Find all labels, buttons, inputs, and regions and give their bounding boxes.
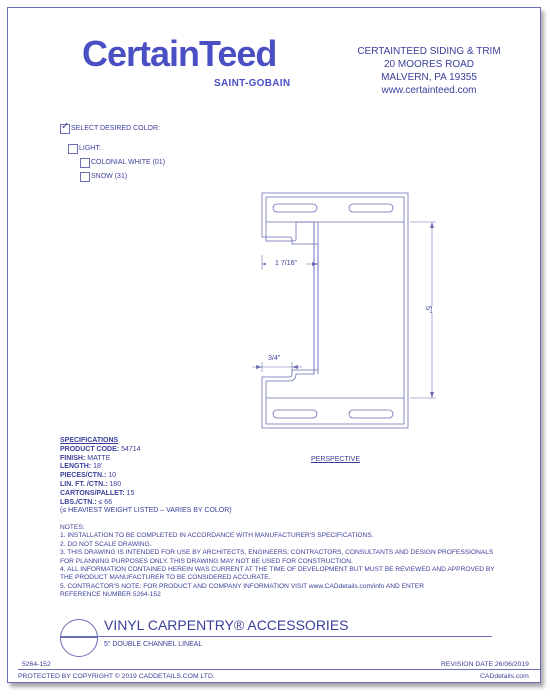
reference-number: 5264-152: [22, 661, 51, 668]
spec-row: [60, 499, 360, 508]
spec-row: [60, 481, 360, 490]
spec-value: 15: [126, 489, 135, 497]
specifications-block: [60, 437, 360, 516]
note-line: REFERENCE NUMBER 5264-152: [60, 591, 161, 599]
channel-inner-outline: [266, 197, 404, 424]
spec-label: LBS./CTN.:: [60, 498, 97, 506]
spec-value: 18': [93, 463, 103, 471]
specifications-heading: SPECIFICATIONS: [60, 437, 119, 444]
title-underline: [60, 636, 492, 637]
copyright-notice: PROTECTED BY COPYRIGHT © 2019 CADDETAILS.COM LTD.: [18, 673, 215, 680]
width-dimension-label: 1 7/16": [266, 260, 306, 267]
company-website: www.certainteed.com: [381, 85, 477, 96]
spec-row: [60, 472, 360, 481]
height-arrow-top: [430, 222, 434, 228]
certainteed-logo: CertainTeed: [82, 33, 277, 74]
company-address-line1: 20 MOORES ROAD: [383, 59, 475, 70]
note-line: 5. CONTRACTOR'S NOTE: FOR PRODUCT AND COMPANY INFORMATION VISIT www.CADdetails.com/info AND ENTER: [60, 582, 424, 590]
drawing-subtitle: 5" DOUBLE CHANNEL LINEAL: [104, 641, 203, 648]
slot-bottom-right: [349, 410, 393, 418]
spec-row: [60, 463, 360, 472]
select-color-label: SELECT DESIRED COLOR:: [71, 125, 160, 132]
channel-outer-outline: [262, 193, 408, 428]
company-name: CERTAINTEED SIDING & TRIM: [357, 46, 501, 57]
note-line: 1. INSTALLATION TO BE COMPLETED IN ACCORDANCE WITH MANUFACTURER'S SPECIFICATIONS.: [60, 532, 374, 540]
spec-row: [60, 490, 360, 499]
spec-value: ≤ 66: [98, 498, 113, 506]
caddetails-link[interactable]: CADdetails.com: [480, 673, 529, 680]
note-line: 3. THIS DRAWING IS INTENDED FOR USE BY ARCHITECTS, ENGINEERS, CONTRACTORS, CONSULTANTS AND DESIGN PROFESSIONALS: [60, 549, 494, 557]
slot-top-left: [273, 204, 317, 212]
spec-value: 180: [109, 480, 122, 488]
flange-arrow-left: [256, 365, 262, 369]
revision-date: REVISION DATE 26/06/2019: [441, 661, 529, 668]
spec-label: LIN. FT. /CTN.:: [60, 480, 108, 488]
spec-label: LENGTH:: [60, 463, 92, 471]
note-line: 2. DO NOT SCALE DRAWING.: [60, 540, 152, 548]
slot-top-right: [349, 204, 393, 212]
saint-gobain-logo: SAINT-GOBAIN: [214, 78, 291, 89]
flange-arrow-right: [292, 365, 298, 369]
note-line: FOR PLANNING PURPOSES ONLY. THIS DRAWING MAY NOT BE USED FOR CONSTRUCTION.: [60, 557, 353, 565]
note-line: 4. ALL INFORMATION CONTAINED HEREIN WAS CURRENT AT THE TIME OF DEVELOPMENT BUT MUST BE REVIEWED AND APPROVED BY: [60, 566, 495, 574]
flange-dimension-label: 3/4": [268, 355, 281, 362]
spec-value: 54714: [121, 445, 141, 453]
footer-divider: [18, 669, 540, 670]
spec-row: [60, 455, 360, 464]
spec-label: PRODUCT CODE:: [60, 445, 120, 453]
colonial-white-label: COLONIAL WHITE (01): [91, 159, 166, 166]
company-address-line2: MALVERN, PA 19355: [381, 72, 477, 83]
perspective-link[interactable]: PERSPECTIVE: [311, 456, 361, 463]
spec-value: MATTE: [87, 454, 111, 462]
title-circle-divider: [60, 637, 98, 638]
notes-block: [60, 524, 500, 600]
spec-label: CARTONS/PALLET:: [60, 489, 125, 497]
snow-label: SNOW (31): [91, 173, 128, 180]
note-line: THE PRODUCT MANUFACTURER TO BE CONSIDERED ACCURATE.: [60, 574, 271, 582]
height-dimension-label: 5": [424, 305, 434, 314]
width-arrow-right: [312, 262, 318, 266]
title-circle-symbol: [60, 619, 98, 657]
spec-footnote: (≤ HEAVIEST WEIGHT LISTED – VARIES BY COLOR): [60, 507, 232, 515]
height-arrow-bottom: [430, 392, 434, 398]
slot-bottom-left: [273, 410, 317, 418]
spec-label: FINISH:: [60, 454, 86, 462]
notes-heading: NOTES:: [60, 524, 85, 531]
spec-row: [60, 446, 360, 455]
spec-value: 10: [108, 472, 117, 480]
light-group-label: LIGHT:: [79, 145, 101, 152]
spec-label: PIECES/CTN.:: [60, 472, 107, 480]
drawing-title: VINYL CARPENTRY® ACCESSORIES: [104, 617, 349, 633]
